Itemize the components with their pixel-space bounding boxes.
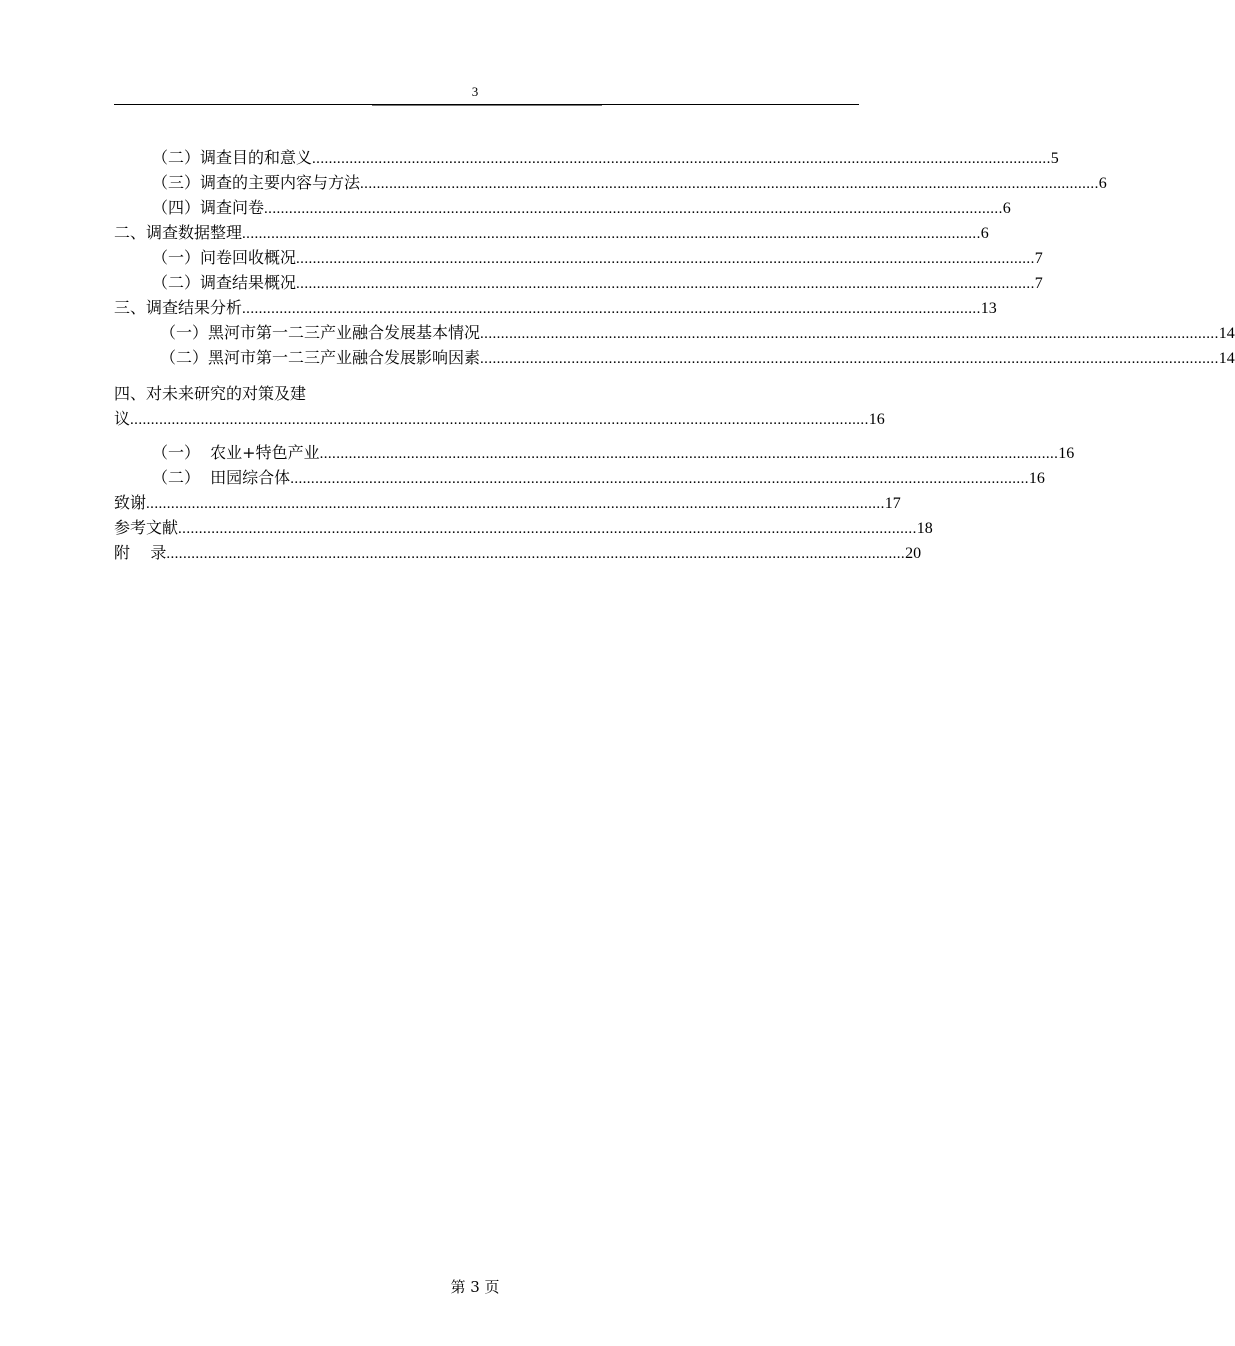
toc-entry[interactable] (114, 407, 885, 431)
toc-entry-title: （二） 田园综合体 (152, 468, 291, 487)
toc-leader-dots: .................................................................................................................................................................................. (360, 176, 1099, 192)
toc-entry-title: （二）调查目的和意义 (152, 148, 313, 167)
toc-entry[interactable] (160, 346, 1235, 370)
toc-leader-dots: .................................................................................................................................................................................. (242, 226, 981, 242)
toc-entry-title: （一） 农业+特色产业 (152, 443, 320, 462)
header-page-number: 3 (471, 84, 479, 99)
toc-entry-title: 二、调查数据整理 (114, 223, 243, 242)
toc-entry-title: （三）调查的主要内容与方法 (152, 173, 361, 192)
toc-entry-title-wrapped[interactable]: 四、对未来研究的对策及建 (114, 384, 307, 403)
toc-entry-page: 16 (868, 411, 885, 428)
toc-entry[interactable] (152, 196, 1011, 220)
toc-entry-title: （四）调查问卷 (152, 198, 265, 217)
toc-entry-page: 14 (1218, 325, 1235, 342)
toc-leader-dots: .................................................................................................................................................................................. (480, 351, 1219, 367)
toc-entry-title: 参考文献 (114, 518, 179, 537)
toc-leader-dots: .................................................................................................................................................................................. (264, 201, 1003, 217)
toc-entry-page: 14 (1218, 350, 1235, 367)
toc-entry-title: 致谢 (114, 493, 147, 512)
toc-entry-page: 20 (905, 545, 922, 562)
toc-entry-title: （二）黑河市第一二三产业融合发展影响因素 (160, 348, 481, 367)
toc-entry-title: 附 录 (114, 543, 167, 562)
toc-leader-dots: .................................................................................................................................................................................. (319, 446, 1059, 462)
toc-entry[interactable] (114, 541, 922, 565)
toc-entry-title: （一）问卷回收概况 (152, 248, 297, 267)
toc-entry-page: 16 (1028, 470, 1045, 487)
toc-entry-page: 5 (1050, 150, 1059, 167)
toc-entry[interactable] (114, 296, 997, 320)
toc-leader-dots: .................................................................................................................................................................................. (130, 412, 869, 428)
toc-entry-page: 6 (980, 225, 989, 242)
toc-entry-title: （一）黑河市第一二三产业融合发展基本情况 (160, 323, 481, 342)
footer-page-label: 第 3 页 (450, 1278, 500, 1296)
toc-entry[interactable] (114, 516, 933, 540)
toc-entry-title: （二）调查结果概况 (152, 273, 297, 292)
toc-entry[interactable] (114, 221, 989, 245)
toc-entry-page: 13 (980, 300, 997, 317)
toc-entry-page: 6 (1098, 175, 1107, 192)
toc-entry[interactable] (152, 466, 1045, 490)
toc-leader-dots: .................................................................................................................................................................................. (296, 251, 1035, 267)
toc-leader-dots: .................................................................................................................................................................................. (166, 546, 906, 562)
toc-entry[interactable] (114, 491, 901, 515)
toc-entry[interactable] (152, 246, 1043, 270)
toc-leader-dots: .................................................................................................................................................................................. (290, 471, 1029, 487)
toc-entry-page: 17 (884, 495, 901, 512)
toc-leader-dots: .................................................................................................................................................................................. (296, 276, 1035, 292)
toc-entry[interactable] (152, 271, 1043, 295)
header-rule-accent (372, 105, 602, 106)
toc-leader-dots: .................................................................................................................................................................................. (480, 326, 1219, 342)
toc-entry-title: 三、调查结果分析 (114, 298, 243, 317)
toc-entry[interactable] (160, 321, 1235, 345)
toc-leader-dots: .................................................................................................................................................................................. (242, 301, 981, 317)
toc-entry-page: 7 (1034, 250, 1043, 267)
toc-entry-page: 7 (1034, 275, 1043, 292)
toc-entry[interactable] (152, 441, 1075, 465)
toc-leader-dots: .................................................................................................................................................................................. (146, 496, 885, 512)
toc-leader-dots: .................................................................................................................................................................................. (178, 521, 917, 537)
toc-entry-page: 6 (1002, 200, 1011, 217)
toc-entry-page: 18 (916, 520, 933, 537)
toc-entry[interactable] (152, 146, 1059, 170)
toc-entry-title: 议 (114, 409, 131, 428)
toc-entry[interactable] (152, 171, 1107, 195)
toc-leader-dots: .................................................................................................................................................................................. (312, 151, 1051, 167)
toc-entry-page: 16 (1058, 445, 1075, 462)
